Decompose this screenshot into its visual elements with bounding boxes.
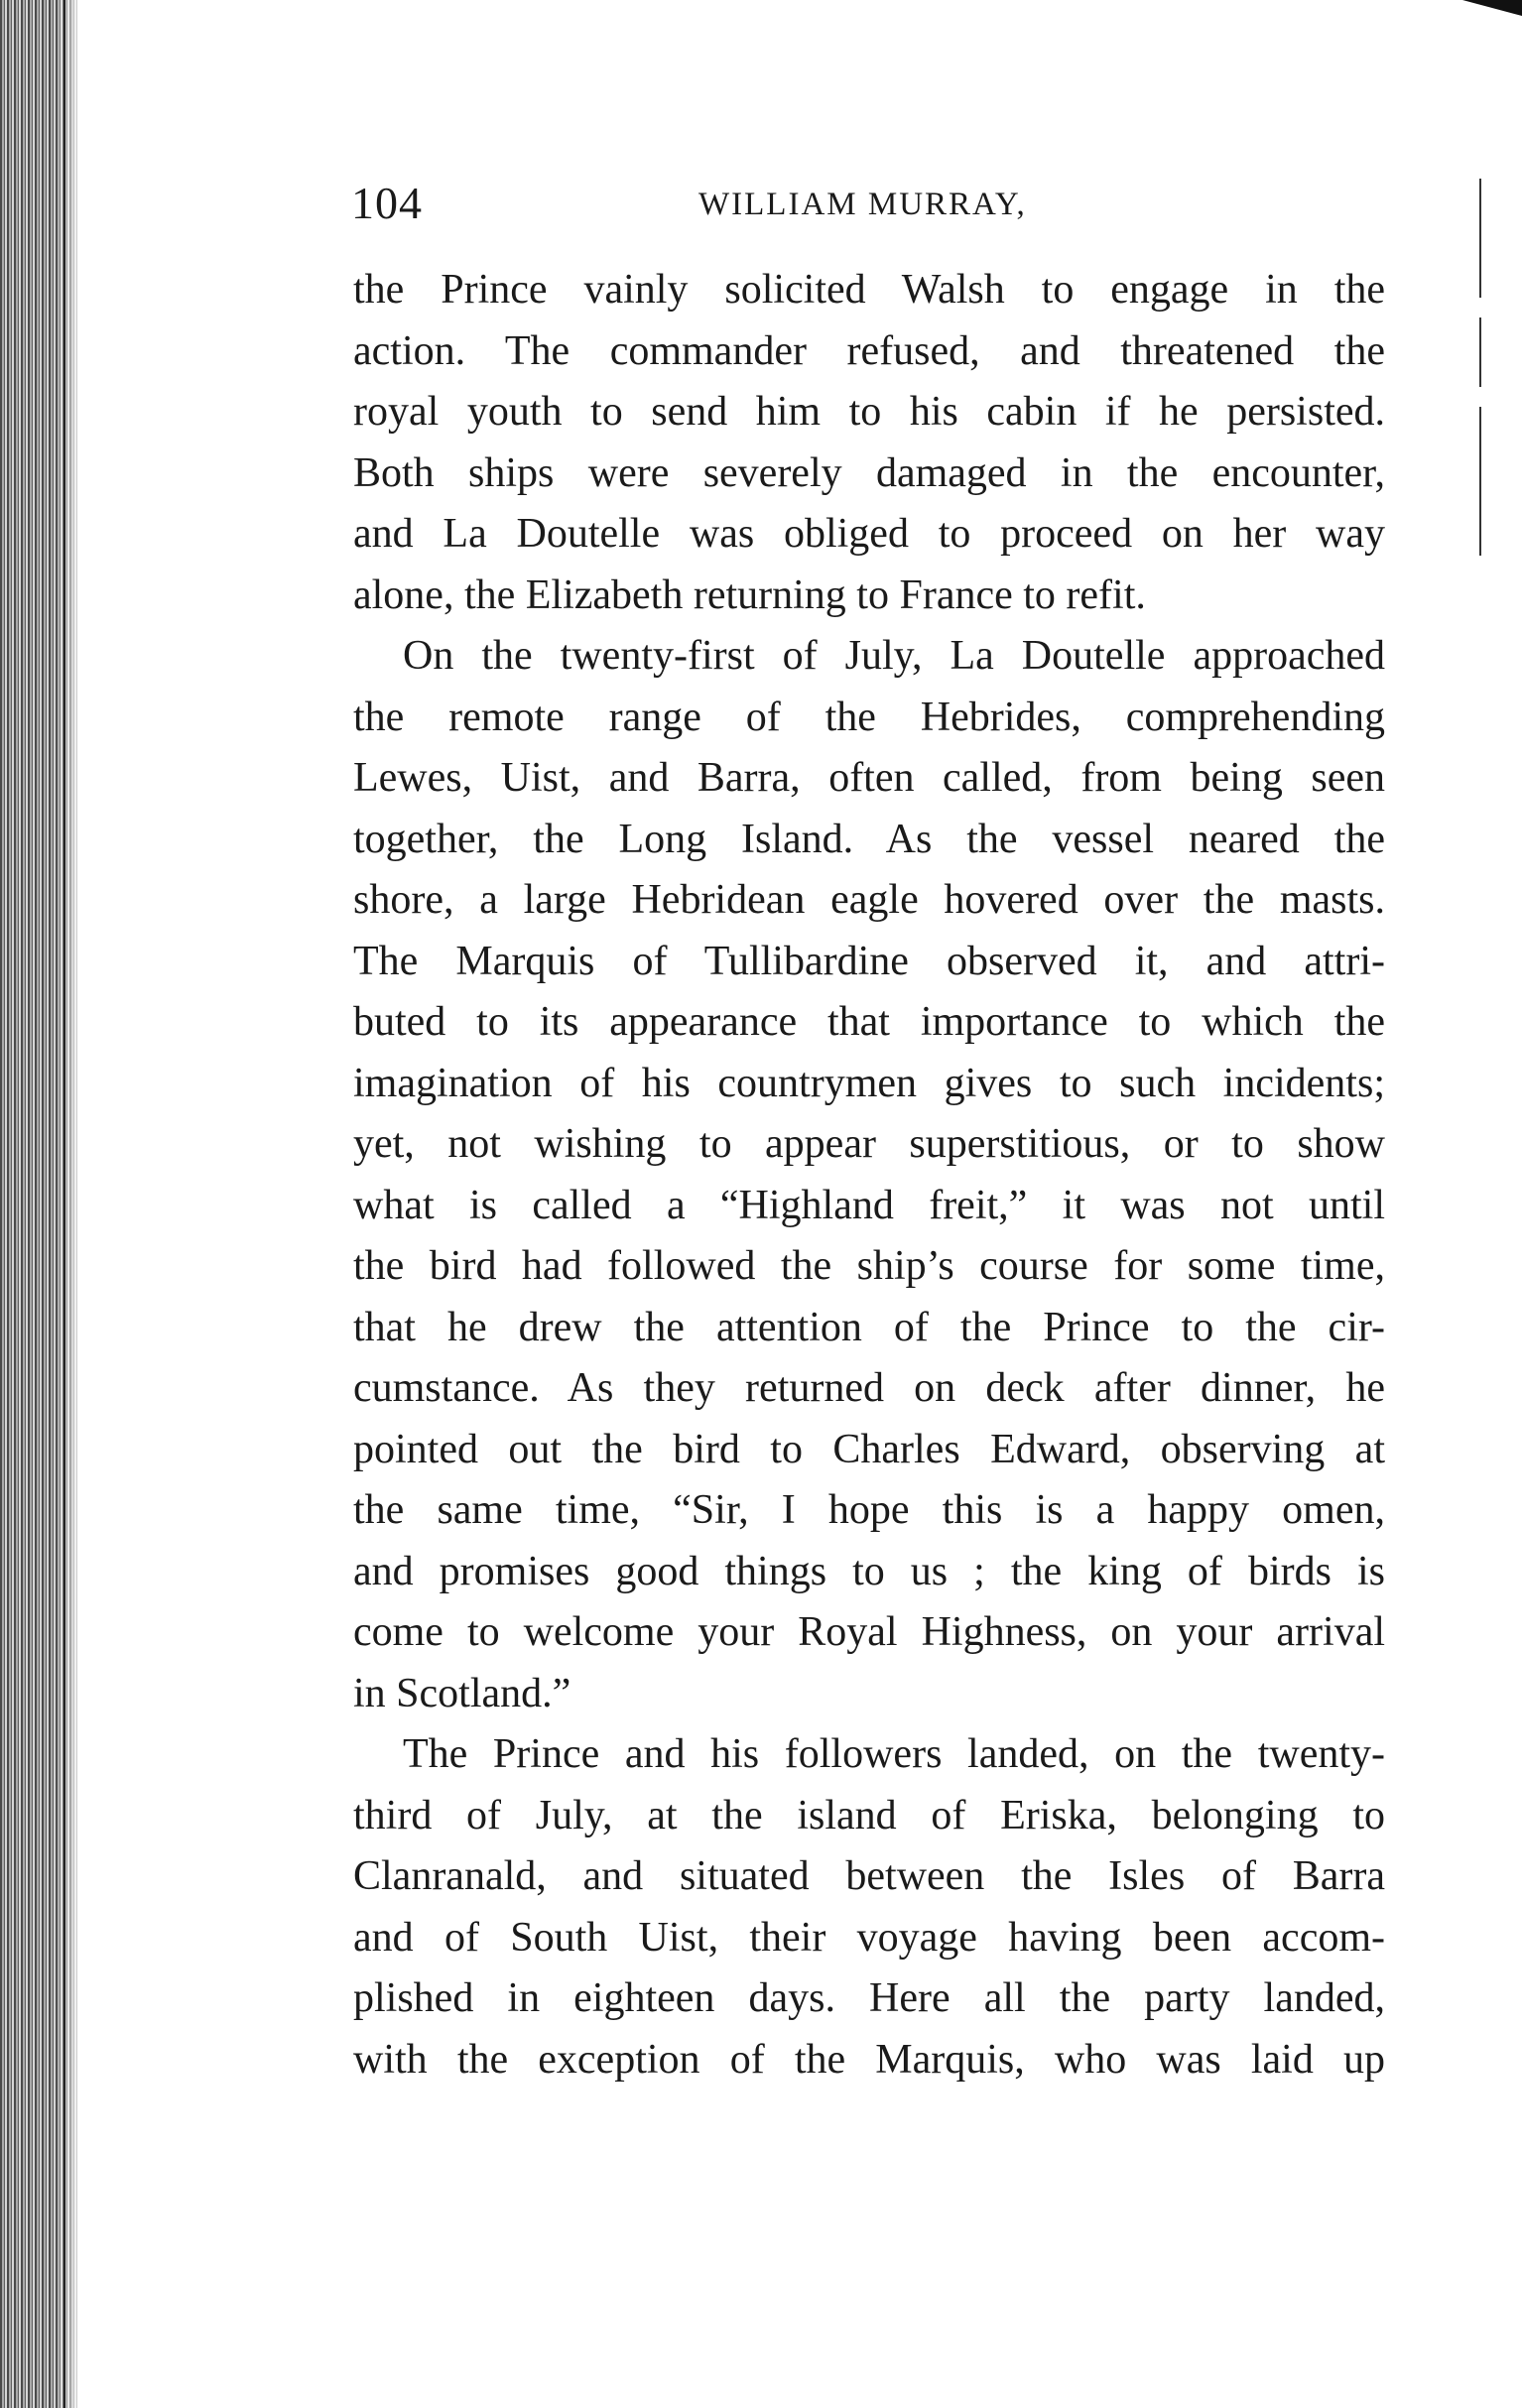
text-line: the same time, “Sir, I hope this is a happy omen, (353, 1487, 1385, 1533)
text-line: cumstance. As they returned on deck after dinner, he (353, 1365, 1385, 1411)
text-line: what is called a “Highland freit,” it was not until (353, 1182, 1385, 1228)
text-line: third of July, at the island of Eriska, belonging to (353, 1792, 1385, 1838)
text-line: buted to its appearance that importance to which the (353, 999, 1385, 1045)
text-line: Clanranald, and situated between the Isles of Barra (353, 1853, 1385, 1899)
text-line: in Scotland.” (353, 1670, 571, 1716)
margin-rule (1479, 407, 1481, 556)
body-text (353, 260, 1385, 2091)
running-title: WILLIAM MURRAY, (698, 187, 1027, 222)
margin-rule (1479, 317, 1481, 387)
text-line: together, the Long Island. As the vessel neared the (353, 816, 1385, 862)
text-line: that he drew the attention of the Prince to the cir- (353, 1304, 1385, 1350)
page-corner-mark (1462, 0, 1522, 16)
binding-rule (63, 0, 65, 2408)
text-line: action. The commander refused, and threatened the (353, 327, 1385, 374)
text-line: the Prince vainly solicited Walsh to engage in the (353, 267, 1385, 313)
text-line: shore, a large Hebridean eagle hovered over the masts. (353, 877, 1385, 923)
text-line: imagination of his countrymen gives to such incidents; (353, 1060, 1385, 1106)
text-line: and La Doutelle was obliged to proceed on her way (353, 511, 1385, 557)
text-line: The Marquis of Tullibardine observed it, and attri- (353, 938, 1385, 984)
running-head (351, 177, 1383, 236)
text-line: with the exception of the Marquis, who was laid up (353, 2036, 1385, 2083)
text-line: On the twenty-first of July, La Doutelle approached (403, 633, 1385, 679)
text-line: yet, not wishing to appear superstitious, or to show (353, 1121, 1385, 1167)
text-line: come to welcome your Royal Highness, on your arrival (353, 1609, 1385, 1655)
text-line: the remote range of the Hebrides, comprehending (353, 694, 1385, 740)
text-line: plished in eighteen days. Here all the party landed, (353, 1975, 1385, 2021)
text-line: Lewes, Uist, and Barra, often called, from being seen (353, 755, 1385, 801)
text-line: pointed out the bird to Charles Edward, observing at (353, 1426, 1385, 1472)
text-line: royal youth to send him to his cabin if he persisted. (353, 389, 1385, 435)
text-line: and promises good things to us ; the king of birds is (353, 1548, 1385, 1594)
page-number: 104 (351, 178, 423, 228)
text-line: the bird had followed the ship’s course for some time, (353, 1243, 1385, 1289)
binding-shadow (56, 0, 85, 2408)
text-line: and of South Uist, their voyage having been accom- (353, 1914, 1385, 1961)
text-line: The Prince and his followers landed, on the twenty- (403, 1731, 1385, 1777)
text-line: alone, the Elizabeth returning to France to refit. (353, 571, 1146, 618)
text-line: Both ships were severely damaged in the encounter, (353, 449, 1385, 496)
margin-rule (1479, 179, 1481, 298)
